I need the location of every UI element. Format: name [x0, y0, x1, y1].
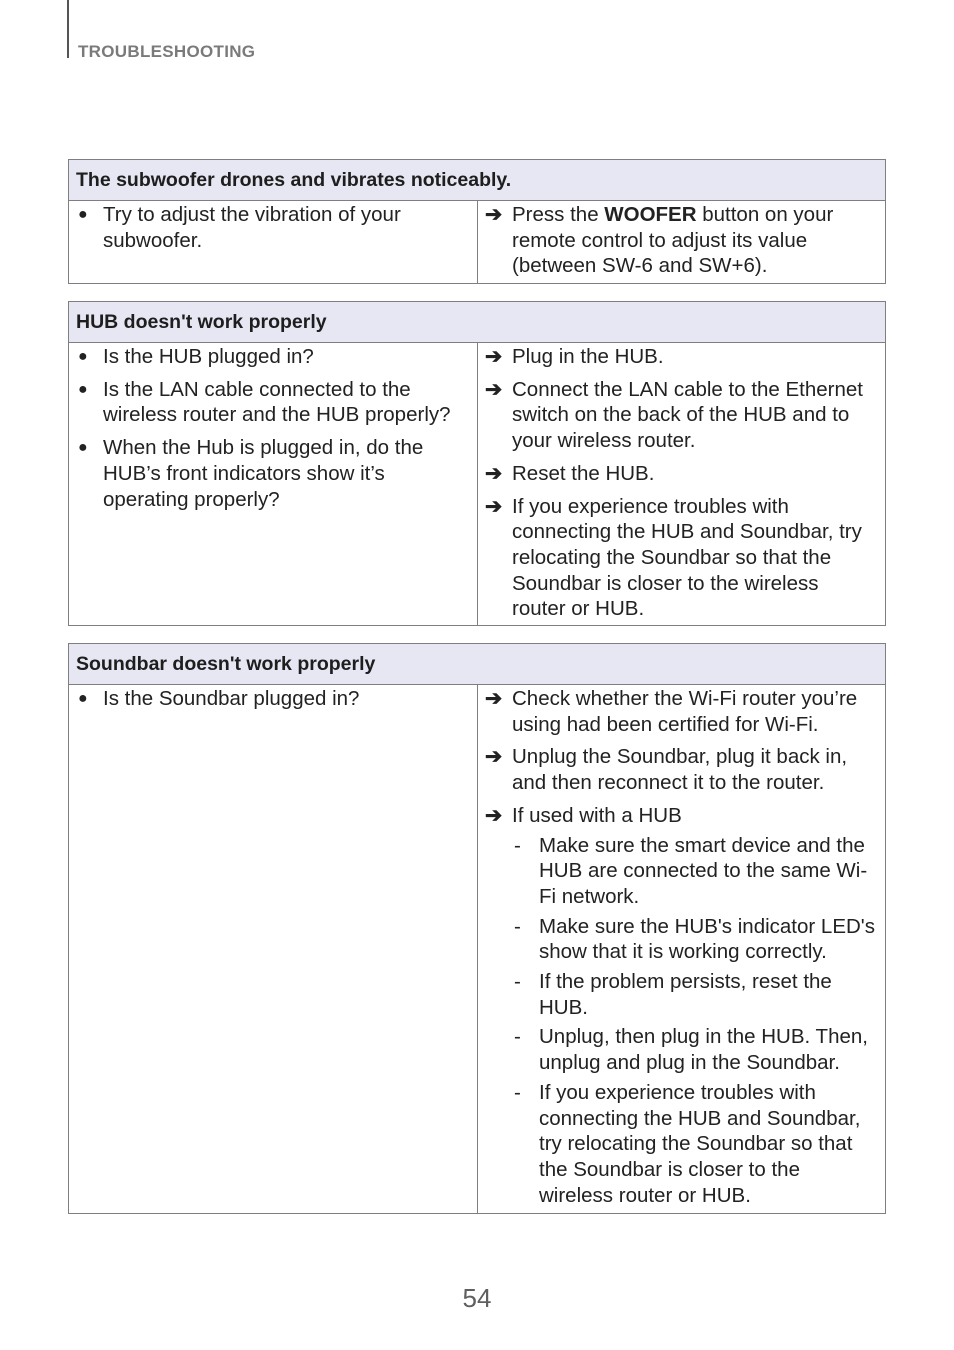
check-text: Is the Soundbar plugged in?	[103, 687, 360, 710]
check-column	[69, 343, 478, 625]
trouble-table-soundbar	[68, 643, 886, 1214]
sub-list-item	[512, 914, 877, 965]
check-text: Try to adjust the vibration of your subwoofer.	[103, 203, 401, 252]
sub-item-text: Unplug, then plug in the HUB. Then, unplug and plug in the Soundbar.	[539, 1025, 868, 1075]
action-item	[485, 686, 877, 737]
action-text: If used with a HUB	[512, 803, 682, 827]
sub-item-text: Make sure the HUB's indicator LED's show that it is working correctly.	[539, 914, 875, 964]
bullet-icon: ●	[78, 348, 88, 365]
check-item	[77, 686, 469, 712]
bullet-icon: ●	[78, 690, 88, 707]
check-column	[69, 685, 478, 1213]
action-item	[485, 344, 877, 370]
sub-list-item	[512, 969, 877, 1020]
arrow-right-icon: ➔	[485, 377, 503, 401]
check-text: When the Hub is plugged in, do the HUB’s front indicators show it’s operating properly?	[103, 436, 424, 511]
action-item	[485, 494, 877, 623]
dash-icon: -	[514, 1080, 521, 1104]
dash-icon: -	[514, 970, 521, 994]
check-item	[77, 377, 469, 428]
page-number: 54	[462, 1283, 492, 1313]
action-item	[485, 377, 877, 454]
sub-list-item	[512, 1080, 877, 1209]
arrow-right-icon: ➔	[485, 803, 503, 827]
action-text: Reset the HUB.	[512, 461, 655, 485]
arrow-right-icon: ➔	[485, 345, 503, 368]
action-item	[485, 202, 877, 279]
arrow-right-icon: ➔	[485, 687, 503, 710]
sub-list-item	[512, 833, 877, 910]
check-column	[69, 201, 478, 283]
action-item	[485, 744, 877, 795]
dash-icon: -	[514, 833, 521, 857]
dash-icon: -	[514, 914, 521, 938]
hub-sub-list	[512, 833, 877, 1209]
action-text: Connect the LAN cable to the Ethernet switch on the back of the HUB and to your wireless router.	[512, 377, 864, 453]
action-text-post: button on your remote control to adjust its value (between SW-6 and SW+6).	[512, 203, 834, 278]
arrow-right-icon: ➔	[485, 745, 503, 769]
action-text: Plug in the HUB.	[512, 345, 664, 368]
section-label: TROUBLESHOOTING	[78, 42, 256, 61]
action-text: Check whether the Wi-Fi router you’re using had been certified for Wi-Fi.	[512, 687, 858, 736]
bullet-icon: ●	[78, 439, 88, 457]
action-column	[478, 343, 885, 625]
check-text: Is the LAN cable connected to the wireless router and the HUB properly?	[103, 377, 451, 427]
arrow-right-icon: ➔	[485, 461, 503, 485]
problem-title: HUB doesn't work properly	[69, 302, 885, 343]
sub-list-item	[512, 1024, 877, 1075]
action-item	[485, 461, 877, 487]
sub-item-text: If the problem persists, reset the HUB.	[539, 970, 832, 1019]
sub-item-text: If you experience troubles with connecting the HUB and Soundbar, try relocating the Soundbar so that the Soundbar is closer to the wireless router or HUB.	[539, 1080, 861, 1207]
action-text: Unplug the Soundbar, plug it back in, and then reconnect it to the router.	[512, 745, 848, 795]
trouble-table-hub	[68, 301, 886, 626]
arrow-right-icon: ➔	[485, 494, 503, 518]
problem-title: Soundbar doesn't work properly	[69, 644, 885, 685]
dash-icon: -	[514, 1025, 521, 1049]
margin-rule	[67, 0, 69, 58]
check-item	[77, 435, 469, 512]
action-column	[478, 685, 885, 1213]
action-text: If you experience troubles with connecting the HUB and Soundbar, try relocating the Soundbar so that the Soundbar is closer to the wireless router or HUB.	[512, 494, 862, 621]
check-text: Is the HUB plugged in?	[103, 345, 314, 368]
action-item	[485, 803, 877, 1209]
bullet-icon: ●	[78, 380, 88, 398]
action-text-pre: Press the	[512, 203, 605, 226]
arrow-right-icon: ➔	[485, 203, 503, 226]
sub-item-text: Make sure the smart device and the HUB are connected to the same Wi-Fi network.	[539, 833, 868, 908]
check-item	[77, 344, 469, 370]
check-item	[77, 202, 469, 253]
trouble-table-subwoofer	[68, 159, 886, 284]
problem-title: The subwoofer drones and vibrates noticeably.	[69, 160, 885, 201]
bullet-icon: ●	[78, 206, 88, 223]
action-column	[478, 201, 885, 283]
woofer-button-name: WOOFER	[604, 203, 697, 226]
